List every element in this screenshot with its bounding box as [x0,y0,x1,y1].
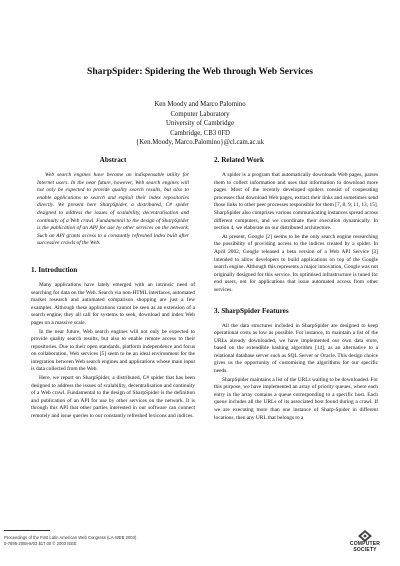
author-university: University of Cambridge [166,120,234,128]
author-city: Cambridge, CB3 0FD [170,129,230,137]
intro-paragraph-3: Here, we report on SharpSpider, a distributed, C# spider that has been designed to address the issues of scalability, decentralisation and continuity of a Web crawl. Fundamental to the design of SharpSpider is the definition and publication of an API for use by other services on the network. It is through this API that other parties interested in our software can connect remotely and issue queries to our constantly refreshed lexicons and indices. [31,375,195,420]
features-paragraph-1: All the data structures included in SharpSpider are designed to keep operational costs as low as possible. For instance, to maintain a list of the URLs already downloaded, we have implemented our own data store, based on the extendible hashing algorithm [14], as an alternative to a relational database server such as SQL Server or Oracle. This design choice gives us the opportunity of customising the algorithms for our specific needs. [214,322,378,375]
abstract-heading: Abstract [99,156,127,164]
related-paragraph-1: A spider is a program that automatically downloads Web pages, parses them to collect information and uses that information to download more pages. Most of the recently developed spiders consist of cooperating processes that download Web pages, extract their links and sometimes send those links to other peer processes responsible for them [7, 8, 9, 11, 13, 15]. SharpSpider also comprises various communicating instances spread across different computers, and we coordinate their execution dynamically. In section 4, we elaborate on our distributed architecture. [214,172,378,232]
footer-isbn: 0-7695-2058-8/03 $17.00 © 2003 IEEE [4,541,77,546]
logo-text-computer: COMPUTER [349,541,381,547]
footer-rule [4,530,50,531]
logo-text-society: SOCIETY [353,546,377,553]
author-names: Ken Moody and Marco Palomino [154,101,246,108]
author-emails: {Ken.Moody, Marco.Palomino}@cl.cam.ac.uk [135,139,265,147]
intro-heading: 1. Introduction [31,265,78,274]
right-column [214,156,378,423]
intro-paragraph-1: Many applications have lately emerged with an intrinsic need of searching for data on the Web. Search via non-HTML interfaces, automated market research and automated comparison shopping are just a few examples. Although these applications cannot be seen as an extension of a search engine, they all call for systems to seek, download and index Web pages on a massive scale. [31,281,195,326]
related-work-heading: 2. Related Work [214,156,264,164]
left-column [31,156,195,422]
author-block [0,100,400,148]
related-paragraph-2: At present, Google [2] seems to be the only search engine researching the possibility of providing access to the indices created by a spider. In April 2002, Google released a beta version of a Web API Service [3] intended to allow developers to build applications on top of the Google search engine. Although this represents a major innovation, Google was not originally designed for this service. Its optimised infrastructure is tuned for end users, not for applications that issue automated access from other services. [214,233,378,293]
abstract-body: Web search engines have become an indispensable utility for Internet users. In the near future, however, Web search engines will not only be expected to provide quality search results, but also to enable applications to search and exploit their index repositories directly. We present here SharpSpider, a distributed, C# spider designed to address the issues of scalability, decentralisation and continuity of a Web crawl. Fundamental to the design of SharpSpider is the publication of an API for use by other services on the network. Such an API grants access to a constantly refreshed index built after successive crawls of the Web. [37,172,189,247]
paper-title: SharpSpider: Spidering the Web through Web Services [86,66,314,77]
footer [4,535,136,547]
footer-proceedings: Proceedings of the First Latin American Web Congress (LA-WEB 2003) [4,535,137,540]
author-lab: Computer Laboratory [170,110,230,118]
intro-paragraph-2: In the near future, Web search engines will not only be expected to provide quality search results, but also to enable remote access to their repositories. Due to their open standards, platform independence and focus on collaboration, Web services [5] seem to be an ideal environment for the integration between Web search engines and applications whose main input is data collected from the Web. [31,328,195,373]
features-paragraph-2: SharpSpider maintains a list of the URLs waiting to be downloaded. For this purpose, we have implemented an array of priority queues, where each entry in the array contains a queue corresponding to a specific host. Each queue includes all the URLs of its associated host found during a crawl. If we are executing more than one instance of Sharp-Spider in different locations, then any URL that belongs to a [214,376,379,421]
computer-society-logo [340,530,390,553]
features-heading: 3. SharpSpider Features [214,306,289,315]
